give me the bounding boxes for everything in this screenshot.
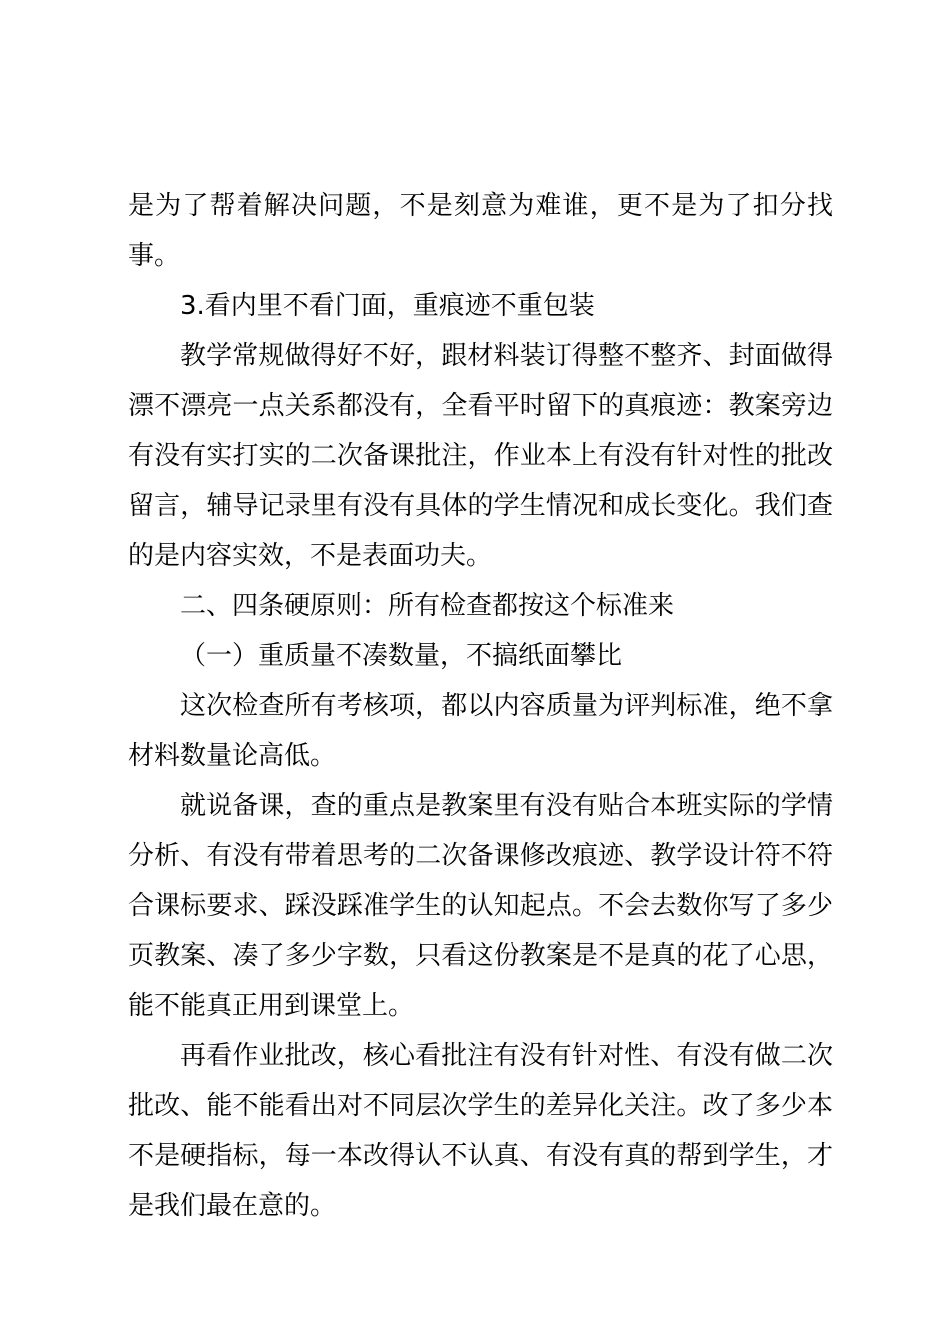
document-page [128,181,833,1231]
subheading-3: 3.看内里不看门面，重痕迹不重包装 [180,291,595,321]
paragraph-continuation: 是为了帮着解决问题，不是刻意为难谁，更不是为了扣分找事。 [128,191,833,271]
paragraph-body: 这次检查所有考核项，都以内容质量为评判标准，绝不拿材料数量论高低。 [128,691,833,771]
section-heading-2: 二、四条硬原则：所有检查都按这个标准来 [180,591,675,621]
subheading-1: （一）重质量不凑数量，不搞纸面攀比 [180,641,623,671]
paragraph-body: 再看作业批改，核心看批注有没有针对性、有没有做二次批改、能不能看出对不同层次学生的差异化关注。改了多少本不是硬指标，每一本改得认不认真、有没有真的帮到学生，才是我们最在意的。 [128,1041,833,1221]
paragraph-body: 就说备课，查的重点是教案里有没有贴合本班实际的学情分析、有没有带着思考的二次备课修改痕迹、教学设计符不符合课标要求、踩没踩准学生的认知起点。不会去数你写了多少页教案、凑了多少字数，只看这份教案是不是真的花了心思，能不能真正用到课堂上。 [128,791,833,1021]
paragraph-body: 教学常规做得好不好，跟材料装订得整不整齐、封面做得漂不漂亮一点关系都没有，全看平时留下的真痕迹：教案旁边有没有实打实的二次备课批注，作业本上有没有针对性的批改留言，辅导记录里有没有具体的学生情况和成长变化。我们查的是内容实效，不是表面功夫。 [128,341,833,571]
